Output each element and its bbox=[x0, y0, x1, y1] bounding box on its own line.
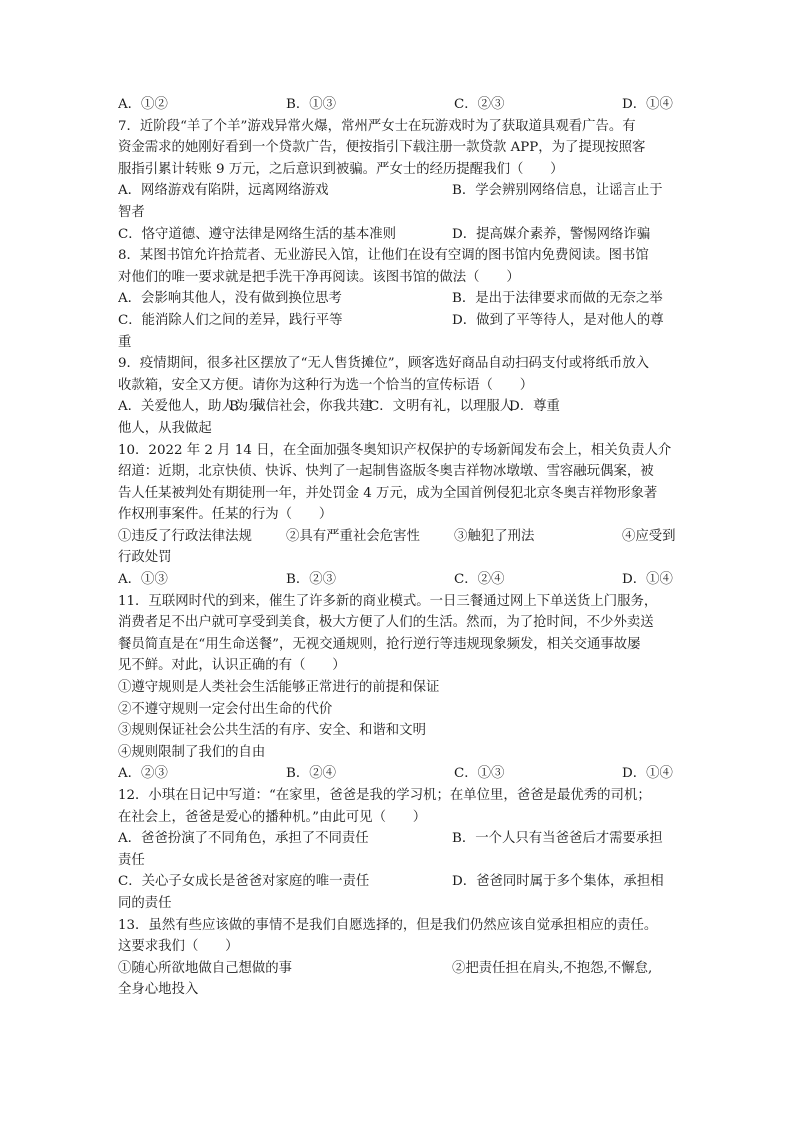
option-item: D．尊重 bbox=[509, 399, 560, 415]
text-line: ①遵守规则是人类社会生活能够正常进行的前提和保证 bbox=[118, 680, 440, 696]
text-line: ④规则限制了我们的自由 bbox=[118, 744, 266, 760]
option-item: D．做到了平等待人，是对他人的尊 bbox=[452, 312, 664, 328]
option-item: A．关爱他人，助人为乐 bbox=[118, 399, 262, 415]
option-item: ①违反了行政法律法规 bbox=[118, 528, 252, 544]
option-item: C．①③ bbox=[454, 766, 505, 782]
text-line: 消费者足不出户就可享受到美食，极大方便了人们的生活。然而，为了抢时间，不少外卖送 bbox=[118, 615, 654, 631]
option-item: A．①③ bbox=[118, 572, 168, 588]
option-row bbox=[118, 310, 678, 332]
text-line: 责任 bbox=[118, 852, 145, 868]
option-item: ④应受到 bbox=[622, 528, 676, 544]
option-row bbox=[118, 288, 678, 310]
text-line: 资金需求的她刚好看到一个贷款广告，便按指引下载注册一款贷款 APP，为了提现按照客 bbox=[118, 140, 646, 156]
option-row bbox=[118, 569, 678, 591]
option-item: B．一个人只有当爸爸后才需要承担 bbox=[452, 831, 663, 847]
text-line: 告人任某被判处有期徒刑一年，并处罚金 4 万元，成为全国首例侵犯北京冬奥吉祥物形象著 bbox=[118, 485, 658, 501]
option-item: D．提高媒介素养，警惕网络诈骗 bbox=[452, 226, 651, 242]
text-line: 7．近阶段“羊了个羊”游戏异常火爆，常州严女士在玩游戏时为了获取道具观看广告。有 bbox=[118, 118, 636, 134]
option-row bbox=[118, 763, 678, 785]
option-row bbox=[118, 871, 678, 893]
option-item: B．②④ bbox=[286, 766, 337, 782]
exam-page bbox=[118, 94, 678, 1001]
option-row bbox=[118, 526, 678, 548]
text-line: 作权刑事案件。任某的行为（ ） bbox=[118, 507, 333, 523]
text-line: 他人，从我做起 bbox=[118, 420, 212, 436]
text-line: 餐员简直是在“用生命送餐”，无视交通规则，抢行逆行等违规现象频发，相关交通事故屡 bbox=[118, 636, 641, 652]
text-line: 这要求我们（ ） bbox=[118, 939, 239, 955]
text-line: 在社会上，爸爸是爱心的播种机。”由此可见（ ） bbox=[118, 809, 427, 825]
option-item: A．②③ bbox=[118, 766, 168, 782]
text-line: 同的责任 bbox=[118, 895, 172, 911]
text-line: 11．互联网时代的到来，催生了许多新的商业模式。一日三餐通过网上下单送货上门服务， bbox=[118, 593, 658, 609]
option-row bbox=[118, 828, 678, 850]
text-line: 13．虽然有些应该做的事情不是我们自愿选择的，但是我们仍然应该自觉承担相应的责任。 bbox=[118, 917, 658, 933]
option-item: C．能消除人们之间的差异，践行平等 bbox=[118, 312, 343, 328]
option-row bbox=[118, 224, 678, 246]
option-item: ③触犯了刑法 bbox=[454, 528, 535, 544]
text-line: ③规则保证社会公共生活的有序、安全、和谐和文明 bbox=[118, 723, 426, 739]
option-row bbox=[118, 180, 678, 202]
option-item: B．②③ bbox=[286, 572, 337, 588]
option-row bbox=[118, 396, 678, 418]
option-item: C．②④ bbox=[454, 572, 505, 588]
option-item: ②具有严重社会危害性 bbox=[286, 528, 420, 544]
text-line: 对他们的唯一要求就是把手洗干净再阅读。该图书馆的做法（ ） bbox=[118, 269, 520, 285]
text-line: 服指引累计转账 9 万元，之后意识到被骗。严女士的经历提醒我们（ ） bbox=[118, 161, 564, 177]
option-item: A．①② bbox=[118, 97, 168, 112]
option-item: A．网络游戏有陷阱，远离网络游戏 bbox=[118, 183, 329, 199]
option-item: B．学会辨别网络信息，让谣言止于 bbox=[452, 183, 663, 199]
option-item: B．是出于法律要求而做的无奈之举 bbox=[452, 291, 663, 307]
option-item: A．爸爸扮演了不同角色，承担了不同责任 bbox=[118, 831, 369, 847]
option-row bbox=[118, 958, 678, 980]
option-item: C．关心子女成长是爸爸对家庭的唯一责任 bbox=[118, 874, 370, 890]
text-line: 行政处罚 bbox=[118, 550, 172, 566]
option-item: D．爸爸同时属于多个集体，承担相 bbox=[452, 874, 664, 890]
option-item: D．①④ bbox=[622, 572, 673, 588]
text-line: 全身心地投入 bbox=[118, 982, 199, 998]
text-line: 12．小琪在日记中写道：“在家里，爸爸是我的学习机；在单位里，爸爸是最优秀的司机； bbox=[118, 788, 651, 803]
text-line: 收款箱，安全又方便。请你为这种行为选一个恰当的宣传标语（ ） bbox=[118, 377, 534, 393]
option-item: B．①③ bbox=[286, 97, 337, 112]
text-line: 绍道：近期，北京快侦、快诉、快判了一起制售盗版冬奥吉祥物冰墩墩、雪容融玩偶案，被 bbox=[118, 464, 654, 480]
option-item: A．会影响其他人，没有做到换位思考 bbox=[118, 291, 342, 307]
option-item: C．恪守道德、遵守法律是网络生活的基本准则 bbox=[118, 226, 397, 242]
option-item: C．②③ bbox=[454, 97, 505, 112]
text-line: ②不遵守规则一定会付出生命的代价 bbox=[118, 701, 333, 717]
text-line: 10．2022 年 2 月 14 日，在全面加强冬奥知识产权保护的专场新闻发布会上，相关负责人介 bbox=[118, 442, 672, 458]
text-line: 8．某图书馆允许拾荒者、无业游民入馆，让他们在设有空调的图书馆内免费阅读。图书馆 bbox=[118, 248, 649, 264]
option-item: B．诚信社会，你我共建 bbox=[229, 399, 373, 415]
option-item: ②把责任担在肩头,不抱怨,不懈怠, bbox=[452, 960, 653, 976]
text-line: 重 bbox=[118, 334, 132, 350]
text-line: 见不鲜。对此，认识正确的有（ ） bbox=[118, 658, 346, 674]
option-item: ①随心所欲地做自己想做的事 bbox=[118, 960, 293, 976]
text-line: 9．疫情期间，很多社区摆放了“无人售货摊位”，顾客选好商品自动扫码支付或将纸币放入 bbox=[118, 356, 650, 372]
option-row bbox=[118, 94, 678, 116]
option-item: C．文明有礼，以理服人 bbox=[369, 399, 514, 415]
option-item: D．①④ bbox=[622, 766, 673, 782]
text-line: 智者 bbox=[118, 204, 145, 220]
option-item: D．①④ bbox=[622, 97, 673, 112]
